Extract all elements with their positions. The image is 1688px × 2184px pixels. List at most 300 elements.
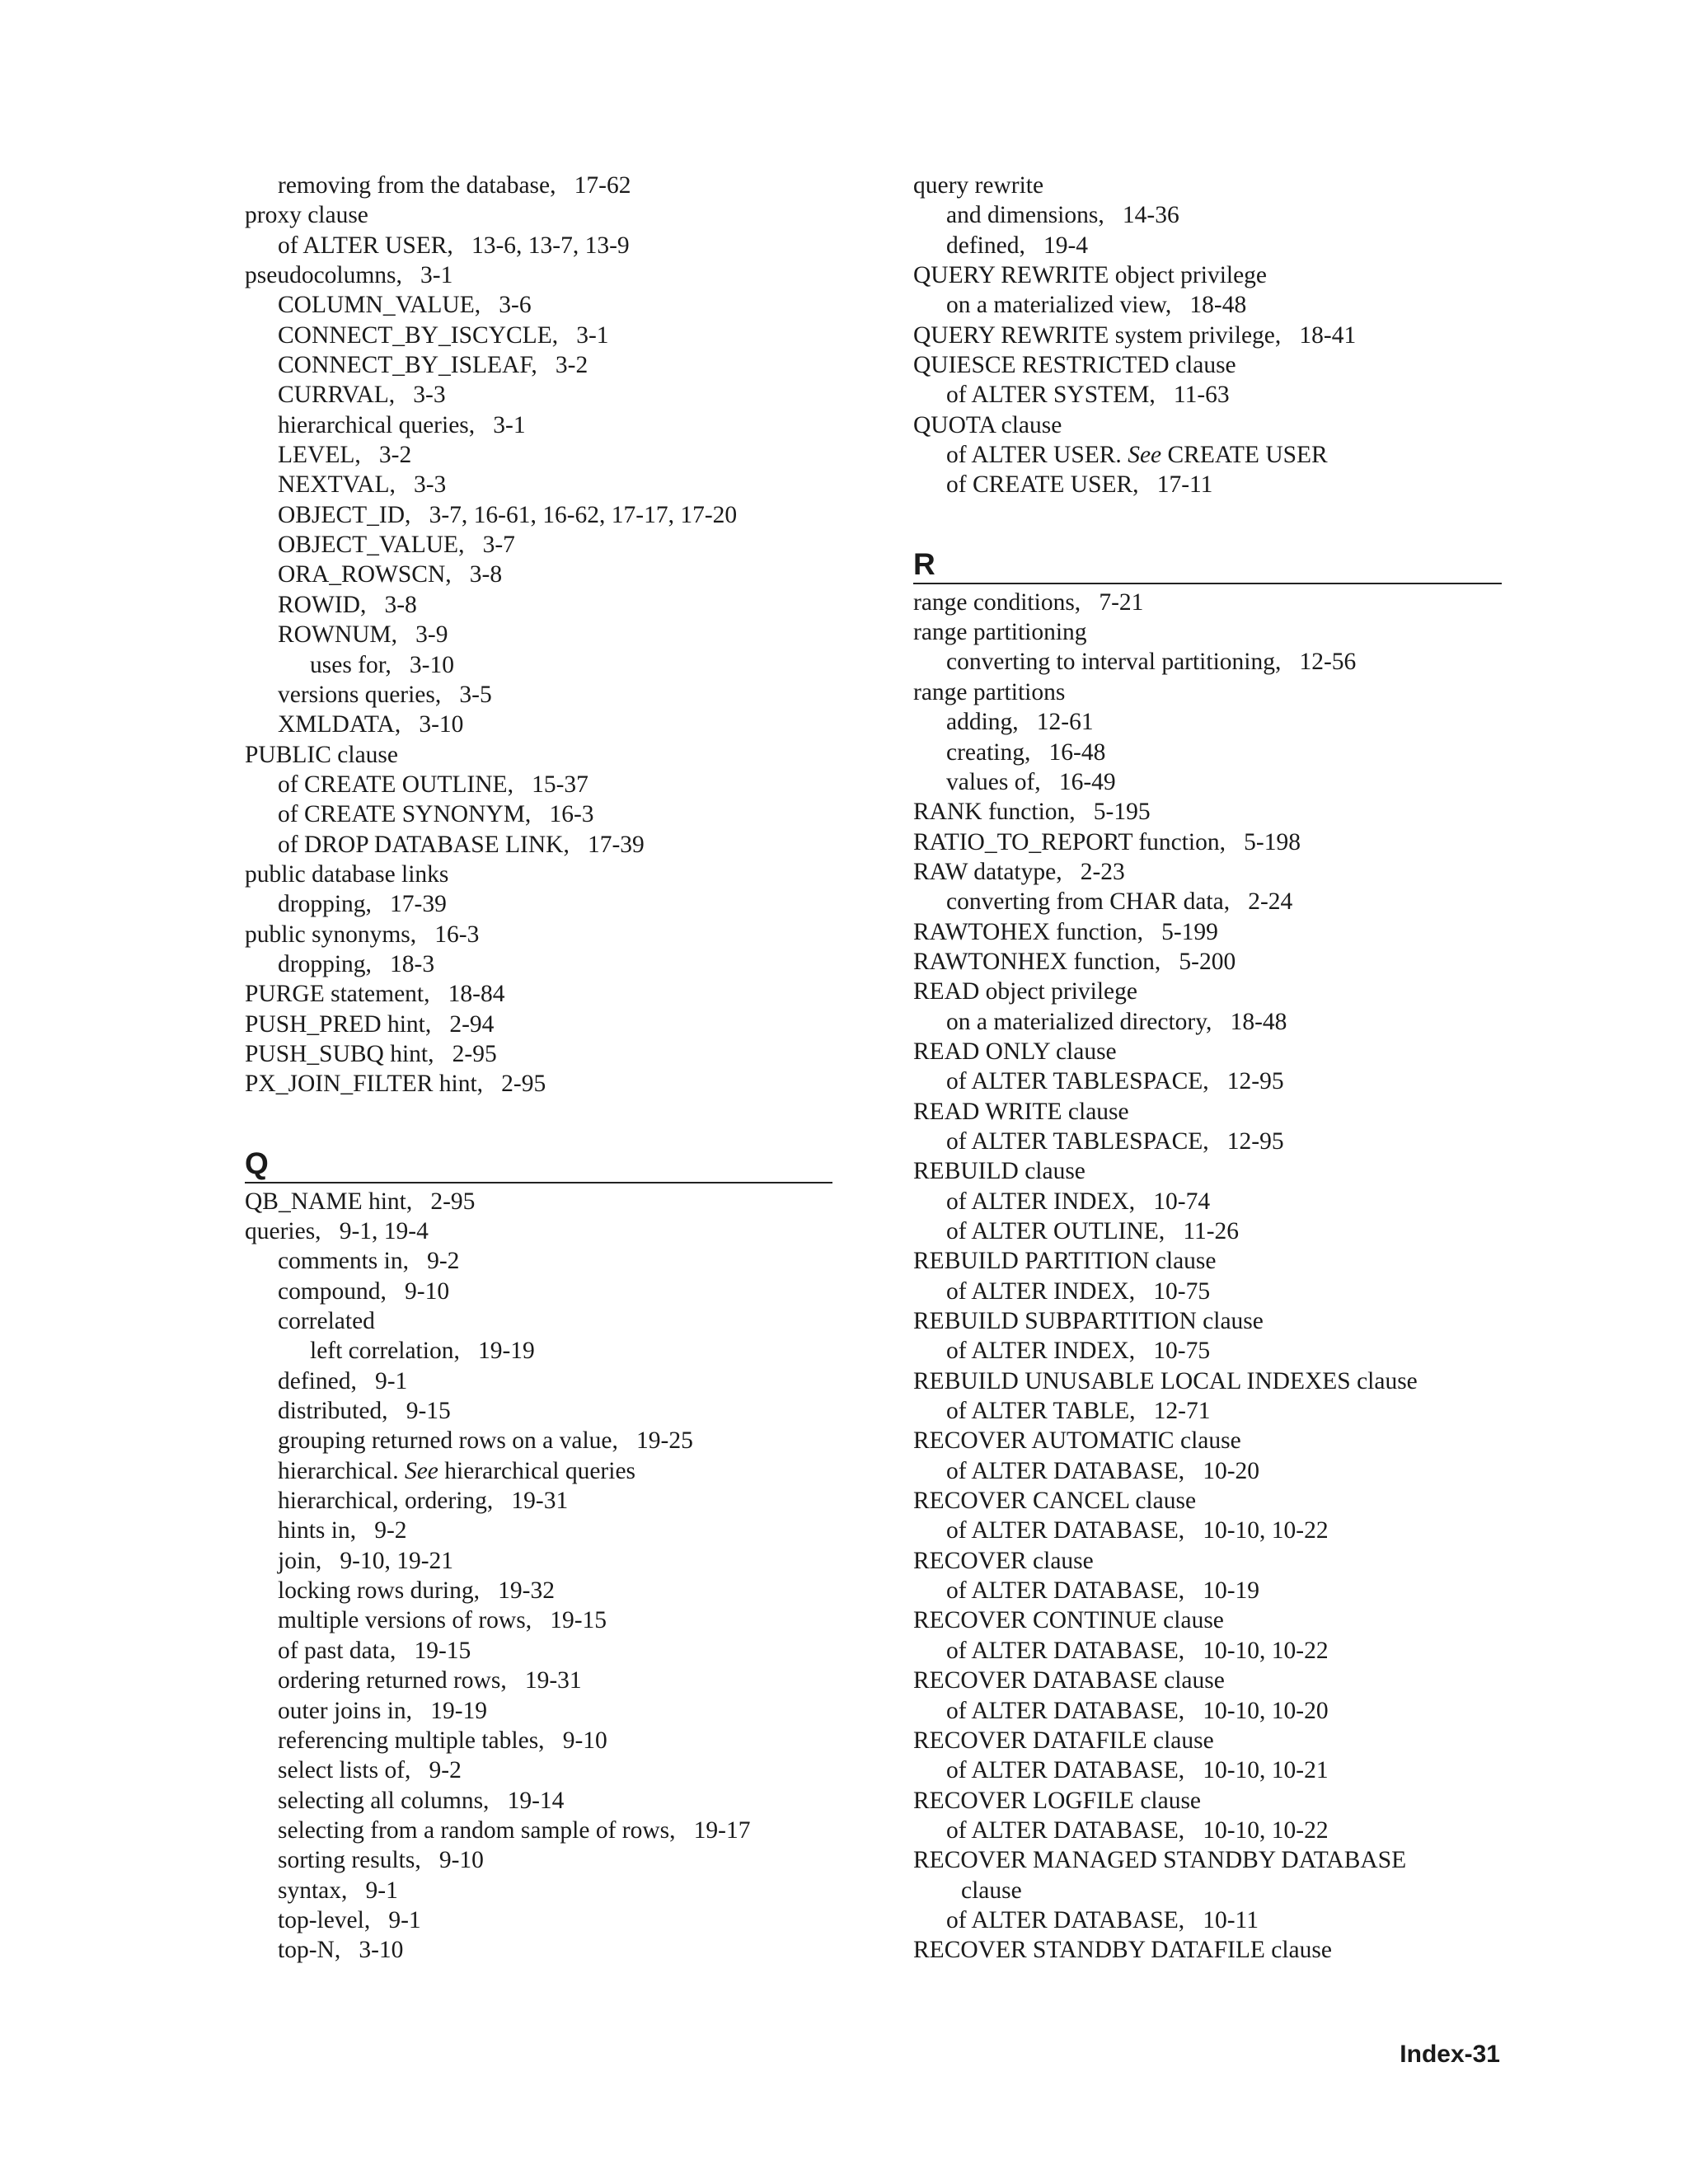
page-refs: 3-8 — [384, 591, 417, 618]
index-entry — [913, 1097, 1502, 1127]
page-refs: 16-49 — [1058, 768, 1116, 795]
index-term: of past data, — [278, 1637, 396, 1664]
page-refs: 5-195 — [1093, 799, 1151, 826]
index-entry — [245, 380, 832, 410]
page-refs: 12-56 — [1299, 649, 1357, 676]
index-entry — [245, 1366, 832, 1396]
index-term: on a materialized view, — [946, 292, 1172, 319]
page-refs: 9-2 — [374, 1517, 407, 1544]
page-refs: 19-19 — [430, 1697, 488, 1724]
index-term: OBJECT_ID, — [278, 501, 411, 528]
index-term: of ALTER DATABASE, — [946, 1637, 1185, 1664]
index-entry — [245, 1666, 832, 1695]
page-refs: 10-10, 10-21 — [1203, 1757, 1329, 1784]
page-refs: 13-6, 13-7, 13-9 — [471, 232, 630, 259]
index-entry — [913, 1845, 1502, 1875]
index-term: COLUMN_VALUE, — [278, 292, 481, 319]
index-term: clause — [961, 1877, 1022, 1904]
page-refs: 10-75 — [1153, 1277, 1211, 1305]
index-entry — [245, 260, 832, 290]
page-refs: 3-6 — [499, 292, 532, 319]
page-refs: 9-10 — [562, 1727, 607, 1754]
index-term: CONNECT_BY_ISLEAF, — [278, 352, 537, 379]
page-refs: 3-9 — [415, 621, 448, 649]
page-refs: 10-10, 10-22 — [1203, 1517, 1329, 1544]
index-entry — [245, 1426, 832, 1455]
page-refs: 19-14 — [507, 1787, 565, 1814]
page-refs: 12-61 — [1036, 709, 1094, 736]
index-entry — [245, 1726, 832, 1755]
index-term: of ALTER DATABASE, — [946, 1457, 1185, 1484]
index-entry — [913, 410, 1502, 440]
page-refs: 17-39 — [390, 891, 447, 918]
index-term: range partitions — [913, 678, 1066, 705]
index-term: OBJECT_VALUE, — [278, 532, 465, 559]
index-term: public database links — [245, 860, 449, 888]
index-entry — [913, 1816, 1502, 1845]
page-refs: 11-26 — [1183, 1218, 1240, 1244]
section-letter: Q — [245, 1146, 269, 1180]
index-term: QUOTA clause — [913, 411, 1062, 438]
index-entry — [245, 470, 832, 499]
index-entry — [913, 1905, 1502, 1935]
page-refs: 19-32 — [498, 1577, 555, 1605]
see-target: hierarchical queries — [444, 1457, 636, 1484]
index-term: CONNECT_BY_ISCYCLE, — [278, 321, 559, 349]
index-term: ORA_ROWSCN, — [278, 561, 452, 588]
index-entry — [913, 1336, 1502, 1366]
page-refs: 10-11 — [1203, 1906, 1259, 1933]
page-refs: 3-1 — [420, 262, 453, 289]
index-term: compound, — [278, 1277, 387, 1305]
index-term: on a materialized directory, — [946, 1008, 1212, 1035]
index-term: REBUILD PARTITION clause — [913, 1248, 1217, 1275]
index-entry — [913, 171, 1502, 200]
page-refs: 9-1 — [365, 1877, 398, 1904]
index-entry — [913, 260, 1502, 290]
index-term: values of, — [946, 768, 1041, 795]
page-refs: 10-75 — [1153, 1338, 1211, 1365]
index-term: RECOVER CANCEL clause — [913, 1488, 1197, 1515]
index-term: distributed, — [278, 1398, 388, 1425]
index-entry — [245, 290, 832, 320]
page-refs: 2-95 — [452, 1040, 497, 1067]
page-refs: 19-31 — [511, 1488, 569, 1515]
index-entry — [245, 1396, 832, 1426]
index-term: correlated — [278, 1308, 375, 1335]
index-entry — [245, 1876, 832, 1905]
index-entry — [913, 1037, 1502, 1066]
page-refs: 9-15 — [406, 1398, 451, 1425]
page-refs: 18-48 — [1230, 1008, 1287, 1035]
index-entry — [913, 1426, 1502, 1455]
index-entry — [913, 767, 1502, 797]
index-term: multiple versions of rows, — [278, 1607, 532, 1634]
index-term: CURRVAL, — [278, 382, 396, 409]
index-term: hierarchical. — [278, 1457, 399, 1484]
index-entry — [245, 1755, 832, 1785]
index-term: of ALTER DATABASE, — [946, 1906, 1185, 1933]
index-term: locking rows during, — [278, 1577, 480, 1605]
index-term: of CREATE OUTLINE, — [278, 771, 513, 798]
page-refs: 10-74 — [1153, 1188, 1211, 1215]
index-entry — [245, 410, 832, 440]
index-term: pseudocolumns, — [245, 262, 402, 289]
index-term: hierarchical queries, — [278, 411, 476, 438]
index-term: and dimensions, — [946, 202, 1104, 229]
page-refs: 19-15 — [414, 1637, 471, 1664]
index-term: creating, — [946, 738, 1031, 766]
index-entry — [245, 799, 832, 829]
section-rule — [913, 583, 1502, 584]
index-entry — [913, 707, 1502, 737]
index-entry — [245, 1187, 832, 1216]
index-term: QUIESCE RESTRICTED clause — [913, 352, 1236, 379]
page-refs: 9-10, 19-21 — [340, 1547, 454, 1574]
index-entry — [245, 1039, 832, 1069]
index-entry — [245, 321, 832, 350]
page-refs: 19-15 — [550, 1607, 607, 1634]
index-entry — [245, 590, 832, 620]
index-term: LEVEL, — [278, 442, 361, 469]
page-refs: 2-24 — [1248, 888, 1293, 916]
index-term: uses for, — [310, 651, 392, 678]
index-entry — [913, 1696, 1502, 1726]
page-refs: 9-1 — [388, 1906, 421, 1933]
page-refs: 17-62 — [574, 172, 631, 199]
index-entry — [913, 617, 1502, 647]
index-entry — [245, 830, 832, 860]
index-entry — [913, 1605, 1502, 1635]
index-entry — [245, 1486, 832, 1516]
index-entry — [913, 231, 1502, 260]
index-entry — [245, 440, 832, 470]
index-term: of ALTER TABLESPACE, — [946, 1068, 1209, 1095]
index-entry — [245, 949, 832, 979]
index-entry — [245, 620, 832, 649]
index-entry — [245, 1456, 832, 1486]
page-refs: 3-3 — [413, 382, 446, 409]
section-heading-q — [245, 1145, 832, 1183]
index-term: READ WRITE clause — [913, 1098, 1129, 1125]
index-entry — [245, 530, 832, 560]
page-refs: 5-198 — [1244, 828, 1301, 855]
page-refs: 7-21 — [1099, 588, 1144, 616]
index-entry — [913, 350, 1502, 380]
index-term: of ALTER USER. — [946, 442, 1122, 469]
index-term: adding, — [946, 709, 1019, 736]
index-entry — [913, 380, 1502, 410]
index-entry — [245, 1605, 832, 1635]
page-refs: 19-31 — [524, 1667, 582, 1694]
page-refs: 2-95 — [430, 1188, 476, 1215]
page-folio: Index-31 — [1400, 2041, 1500, 2068]
index-entry — [245, 1306, 832, 1336]
index-entry — [245, 710, 832, 739]
index-term: of ALTER TABLESPACE, — [946, 1127, 1209, 1155]
see-reference: See — [404, 1457, 438, 1484]
page-refs: 17-11 — [1156, 471, 1213, 499]
page-refs: 3-1 — [493, 411, 526, 438]
page-refs: 3-7 — [482, 532, 515, 559]
index-entry — [913, 677, 1502, 707]
index-term: versions queries, — [278, 681, 442, 708]
page-refs: 10-19 — [1203, 1577, 1260, 1605]
index-term: of CREATE SYNONYM, — [278, 801, 532, 828]
page-refs: 14-36 — [1122, 202, 1179, 229]
index-entry — [913, 1456, 1502, 1486]
index-term: top-N, — [278, 1937, 341, 1964]
index-term: RECOVER CONTINUE clause — [913, 1607, 1224, 1634]
index-term: REBUILD SUBPARTITION clause — [913, 1308, 1264, 1335]
index-term: REBUILD clause — [913, 1158, 1085, 1185]
index-term: comments in, — [278, 1248, 409, 1275]
page-refs: 9-2 — [427, 1248, 460, 1275]
index-entry — [913, 1636, 1502, 1666]
page-refs: 18-41 — [1299, 321, 1357, 349]
index-entry — [913, 440, 1502, 470]
index-term: of ALTER DATABASE, — [946, 1577, 1185, 1605]
page-refs: 10-10, 10-20 — [1203, 1697, 1329, 1724]
page-refs: 19-4 — [1043, 232, 1089, 259]
index-entry — [245, 920, 832, 949]
index-term: of CREATE USER, — [946, 471, 1139, 499]
index-column-right — [913, 171, 1502, 1966]
page-refs: 3-7, 16-61, 16-62, 17-17, 17-20 — [429, 501, 738, 528]
page-refs: 19-17 — [693, 1816, 751, 1844]
page-refs: 10-20 — [1203, 1457, 1260, 1484]
index-term: XMLDATA, — [278, 711, 401, 738]
page-refs: 12-95 — [1226, 1127, 1284, 1155]
index-entry — [913, 1486, 1502, 1516]
index-term: converting to interval partitioning, — [946, 649, 1282, 676]
index-entry — [913, 470, 1502, 499]
index-term: of ALTER DATABASE, — [946, 1816, 1185, 1844]
index-entry — [913, 1156, 1502, 1186]
page-refs: 10-10, 10-22 — [1203, 1816, 1329, 1844]
index-term: PURGE statement, — [245, 981, 430, 1008]
index-term: REBUILD UNUSABLE LOCAL INDEXES clause — [913, 1367, 1418, 1394]
index-entry — [245, 1336, 832, 1366]
index-entry — [245, 1010, 832, 1039]
index-term: dropping, — [278, 950, 372, 977]
page-refs: 3-10 — [359, 1937, 404, 1964]
index-term: range conditions, — [913, 588, 1081, 616]
page-refs: 3-8 — [469, 561, 503, 588]
page-refs: 18-48 — [1189, 292, 1247, 319]
index-entry — [245, 1277, 832, 1306]
index-entry — [913, 1187, 1502, 1216]
index-entry — [913, 1216, 1502, 1246]
index-term: grouping returned rows on a value, — [278, 1427, 618, 1455]
index-entry — [913, 1246, 1502, 1276]
index-term: of ALTER INDEX, — [946, 1338, 1136, 1365]
index-term: converting from CHAR data, — [946, 888, 1231, 916]
index-term: of DROP DATABASE LINK, — [278, 831, 570, 858]
index-term: RECOVER LOGFILE clause — [913, 1787, 1202, 1814]
index-entry — [245, 1576, 832, 1605]
index-term: RANK function, — [913, 799, 1076, 826]
index-entry — [245, 979, 832, 1009]
index-entry — [913, 321, 1502, 350]
see-reference: See — [1128, 442, 1162, 469]
index-term: referencing multiple tables, — [278, 1727, 545, 1754]
page-refs: 10-10, 10-22 — [1203, 1637, 1329, 1664]
index-term: of ALTER INDEX, — [946, 1188, 1136, 1215]
index-term: range partitioning — [913, 619, 1087, 646]
page-refs: 3-1 — [576, 321, 609, 349]
index-term: sorting results, — [278, 1847, 421, 1874]
page-refs: 3-10 — [409, 651, 454, 678]
index-entry — [913, 857, 1502, 887]
index-term: query rewrite — [913, 172, 1044, 199]
index-term: of ALTER DATABASE, — [946, 1757, 1185, 1784]
index-term: selecting all columns, — [278, 1787, 490, 1814]
page-refs: 16-3 — [434, 921, 480, 948]
index-term: RECOVER clause — [913, 1547, 1094, 1574]
index-entry — [913, 1935, 1502, 1965]
page-refs: 2-95 — [501, 1071, 546, 1098]
index-term: NEXTVAL, — [278, 471, 396, 499]
index-term: hints in, — [278, 1517, 357, 1544]
page-refs: 11-63 — [1173, 382, 1230, 409]
page-refs: 9-1, 19-4 — [339, 1218, 429, 1244]
section-rule — [245, 1182, 832, 1183]
index-term: dropping, — [278, 891, 372, 918]
index-term: RECOVER DATABASE clause — [913, 1667, 1225, 1694]
index-entry — [913, 1127, 1502, 1156]
index-entry — [245, 1216, 832, 1246]
index-term: RECOVER DATAFILE clause — [913, 1727, 1214, 1754]
index-term: join, — [278, 1547, 322, 1574]
index-term: removing from the database, — [278, 172, 556, 199]
page-refs: 5-199 — [1161, 918, 1218, 945]
section-letter: R — [913, 546, 935, 581]
page-refs: 16-3 — [549, 801, 594, 828]
index-term: of ALTER DATABASE, — [946, 1517, 1185, 1544]
index-entry — [245, 1546, 832, 1576]
page-refs: 5-200 — [1179, 948, 1236, 975]
index-entry — [245, 1516, 832, 1545]
index-entry — [913, 588, 1502, 617]
page-refs: 3-2 — [555, 352, 588, 379]
index-term: ordering returned rows, — [278, 1667, 507, 1694]
index-entry — [913, 797, 1502, 827]
page-refs: 3-5 — [459, 681, 492, 708]
index-term: PUSH_PRED hint, — [245, 1010, 432, 1038]
index-entry — [913, 1546, 1502, 1576]
index-entry — [245, 1845, 832, 1875]
index-entry — [245, 171, 832, 200]
index-entry — [245, 889, 832, 919]
see-target: CREATE USER — [1167, 442, 1328, 469]
index-entry — [913, 200, 1502, 230]
index-entry — [245, 560, 832, 589]
index-entry — [913, 1576, 1502, 1605]
index-term: defined, — [278, 1367, 357, 1394]
page-refs: 18-84 — [448, 981, 505, 1008]
page-refs: 9-1 — [374, 1367, 408, 1394]
index-term: of ALTER TABLE, — [946, 1398, 1136, 1425]
index-entry — [245, 740, 832, 770]
index-term: RECOVER AUTOMATIC clause — [913, 1427, 1241, 1455]
index-entry — [913, 1366, 1502, 1396]
page-refs: 3-2 — [378, 442, 412, 469]
index-entry — [245, 231, 832, 260]
index-term: defined, — [946, 232, 1025, 259]
index-column-left — [245, 171, 832, 1966]
index-entry — [913, 1876, 1502, 1905]
index-term: queries, — [245, 1218, 321, 1244]
index-entry — [913, 887, 1502, 916]
index-entry — [245, 1636, 832, 1666]
page-refs: 19-19 — [477, 1338, 535, 1365]
index-entry — [913, 1726, 1502, 1755]
page-refs: 19-25 — [636, 1427, 693, 1455]
index-term: QUERY REWRITE object privilege — [913, 262, 1268, 289]
index-entry — [245, 1786, 832, 1816]
index-term: ROWNUM, — [278, 621, 398, 649]
index-entry — [913, 827, 1502, 857]
index-entry — [913, 1666, 1502, 1695]
index-entry — [913, 290, 1502, 320]
index-term: PX_JOIN_FILTER hint, — [245, 1071, 484, 1098]
index-entry — [913, 1755, 1502, 1785]
index-term: RAW datatype, — [913, 858, 1062, 885]
page-refs: 15-37 — [532, 771, 588, 798]
section-heading-r — [913, 546, 1502, 584]
index-term: of ALTER INDEX, — [946, 1277, 1136, 1305]
page-refs: 3-3 — [413, 471, 447, 499]
index-term: PUSH_SUBQ hint, — [245, 1040, 434, 1067]
index-term: top-level, — [278, 1906, 371, 1933]
index-entry — [913, 977, 1502, 1006]
index-entry — [245, 350, 832, 380]
index-term: PUBLIC clause — [245, 741, 398, 768]
index-term: RECOVER MANAGED STANDBY DATABASE — [913, 1847, 1407, 1874]
page-refs: 9-10 — [438, 1847, 484, 1874]
index-term: selecting from a random sample of rows, — [278, 1816, 676, 1844]
index-entry — [913, 917, 1502, 947]
index-term: ROWID, — [278, 591, 367, 618]
index-term: public synonyms, — [245, 921, 417, 948]
index-entry — [913, 947, 1502, 977]
index-entry — [245, 770, 832, 799]
page-refs: 2-23 — [1080, 858, 1125, 885]
index-term: READ ONLY clause — [913, 1038, 1117, 1065]
index-term: QUERY REWRITE system privilege, — [913, 321, 1282, 349]
index-entry — [245, 1816, 832, 1845]
index-entry — [913, 1306, 1502, 1336]
page-refs: 2-94 — [449, 1010, 495, 1038]
index-entry — [913, 1066, 1502, 1096]
index-entry — [245, 1905, 832, 1935]
index-term: outer joins in, — [278, 1697, 413, 1724]
index-entry — [913, 1277, 1502, 1306]
index-term: syntax, — [278, 1877, 348, 1904]
page-refs: 9-2 — [429, 1757, 462, 1784]
index-term: RAWTONHEX function, — [913, 948, 1161, 975]
index-entry — [245, 650, 832, 680]
index-term: left correlation, — [310, 1338, 460, 1365]
index-entry — [245, 1246, 832, 1276]
index-entry — [245, 1069, 832, 1099]
index-entry — [913, 1786, 1502, 1816]
index-entry — [913, 647, 1502, 677]
index-term: of ALTER USER, — [278, 232, 453, 259]
index-entry — [913, 1516, 1502, 1545]
page-refs: 17-39 — [587, 831, 645, 858]
